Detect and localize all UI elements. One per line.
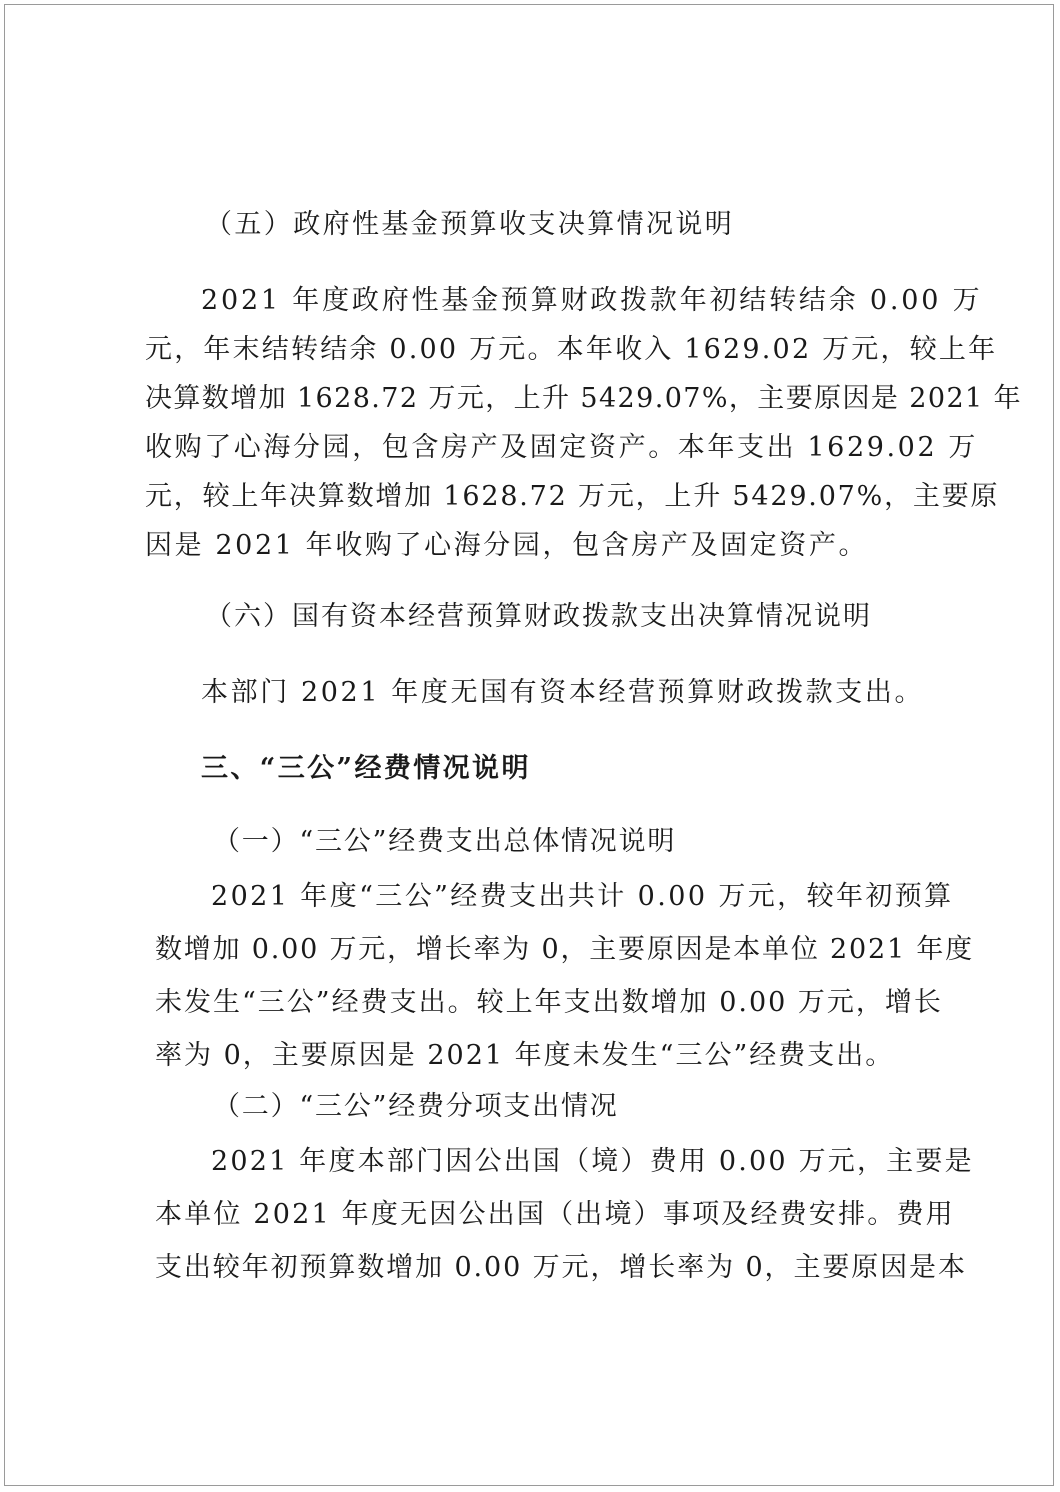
paragraph-line: 2021 年度政府性基金预算财政拨款年初结转结余 0.00 万 (201, 285, 983, 316)
paragraph-line: 数增加 0.00 万元，增长率为 0，主要原因是本单位 2021 年度 (155, 934, 974, 965)
paragraph-line: 率为 0，主要原因是 2021 年度未发生“三公”经费支出。 (155, 1040, 895, 1071)
paragraph-line: 本部门 2021 年度无国有资本经营预算财政拨款支出。 (201, 677, 925, 708)
paragraph-line: 2021 年度本部门因公出国（境）费用 0.00 万元，主要是 (211, 1146, 974, 1177)
paragraph-line: 本单位 2021 年度无因公出国（出境）事项及经费安排。费用 (155, 1199, 955, 1230)
paragraph-line: 决算数增加 1628.72 万元，上升 5429.07%，主要原因是 2021 年 (145, 383, 1022, 414)
paragraph-line: 2021 年度“三公”经费支出共计 0.00 万元，较年初预算 (211, 881, 954, 912)
paragraph-line: 因是 2021 年收购了心海分园，包含房产及固定资产。 (145, 530, 869, 561)
section-heading-5: （五）政府性基金预算收支决算情况说明 (205, 209, 735, 240)
section-heading-6: （六）国有资本经营预算财政拨款支出决算情况说明 (205, 601, 872, 632)
paragraph-line: 元，较上年决算数增加 1628.72 万元，上升 5429.07%，主要原 (145, 481, 1000, 512)
subsection-heading-2: （二）“三公”经费分项支出情况 (213, 1091, 619, 1122)
paragraph-line: 未发生“三公”经费支出。较上年支出数增加 0.00 万元，增长 (155, 987, 943, 1018)
subsection-heading-1: （一）“三公”经费支出总体情况说明 (213, 826, 677, 857)
paragraph-line: 支出较年初预算数增加 0.00 万元，增长率为 0，主要原因是本 (155, 1252, 967, 1283)
document-page (4, 4, 1054, 1486)
paragraph-line: 元，年末结转结余 0.00 万元。本年收入 1629.02 万元，较上年 (145, 334, 998, 365)
paragraph-line: 收购了心海分园，包含房产及固定资产。本年支出 1629.02 万 (145, 432, 979, 463)
section-heading-three-public-funds: 三、“三公”经费情况说明 (201, 753, 531, 784)
